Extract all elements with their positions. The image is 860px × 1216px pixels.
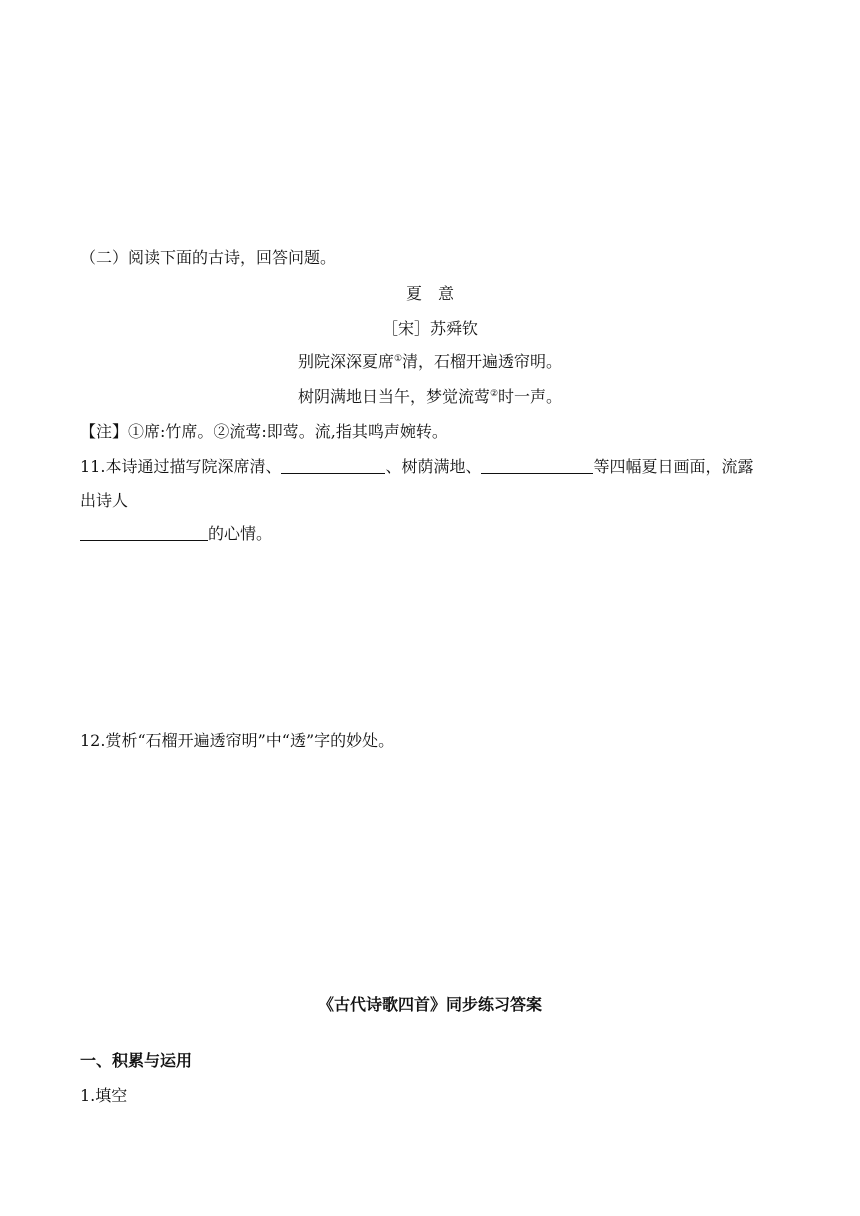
question-11-line-2: 出诗人	[80, 491, 129, 510]
footnote-mark-2: ②	[489, 389, 499, 399]
question-11-text-2: 、树荫满地、	[385, 457, 482, 476]
poem-line-1-b: 清，石榴开遍透帘明。	[402, 352, 563, 371]
poem-line-2	[0, 386, 860, 408]
answer-section-heading: 一、积累与运用	[80, 1051, 193, 1070]
answer-blank-3[interactable]	[80, 524, 208, 541]
answer-item-1: 1.填空	[80, 1086, 128, 1105]
answer-blank-1[interactable]	[281, 457, 385, 474]
question-11-line-3	[80, 523, 272, 545]
poem-line-2-a: 树阴满地日当午，梦觉流莺	[297, 387, 490, 406]
poem-note: 【注】①席:竹席。②流莺:即莺。流,指其鸣声婉转。	[80, 422, 448, 441]
footnote-mark-1: ①	[393, 354, 403, 364]
reading-instruction: （二）阅读下面的古诗，回答问题。	[80, 248, 337, 267]
question-11-text-1: 11.本诗通过描写院深席清、	[80, 457, 282, 476]
poem-line-1-a: 别院深深夏席	[297, 352, 394, 371]
poem-title: 夏 意	[405, 284, 454, 303]
question-12: 12.赏析“石榴开遍透帘明”中“透”字的妙处。	[80, 731, 395, 750]
question-11-text-5: 的心情。	[208, 524, 273, 543]
answer-title: 《古代诗歌四首》同步练习答案	[317, 995, 542, 1014]
poem-author: ［宋］苏舜钦	[381, 319, 478, 338]
poem-line-2-b: 时一声。	[498, 387, 563, 406]
poem-line-1	[0, 351, 860, 373]
question-11-text-3: 等四幅夏日画面，流露	[593, 457, 754, 476]
question-11	[80, 456, 753, 478]
answer-blank-2[interactable]	[481, 457, 593, 474]
